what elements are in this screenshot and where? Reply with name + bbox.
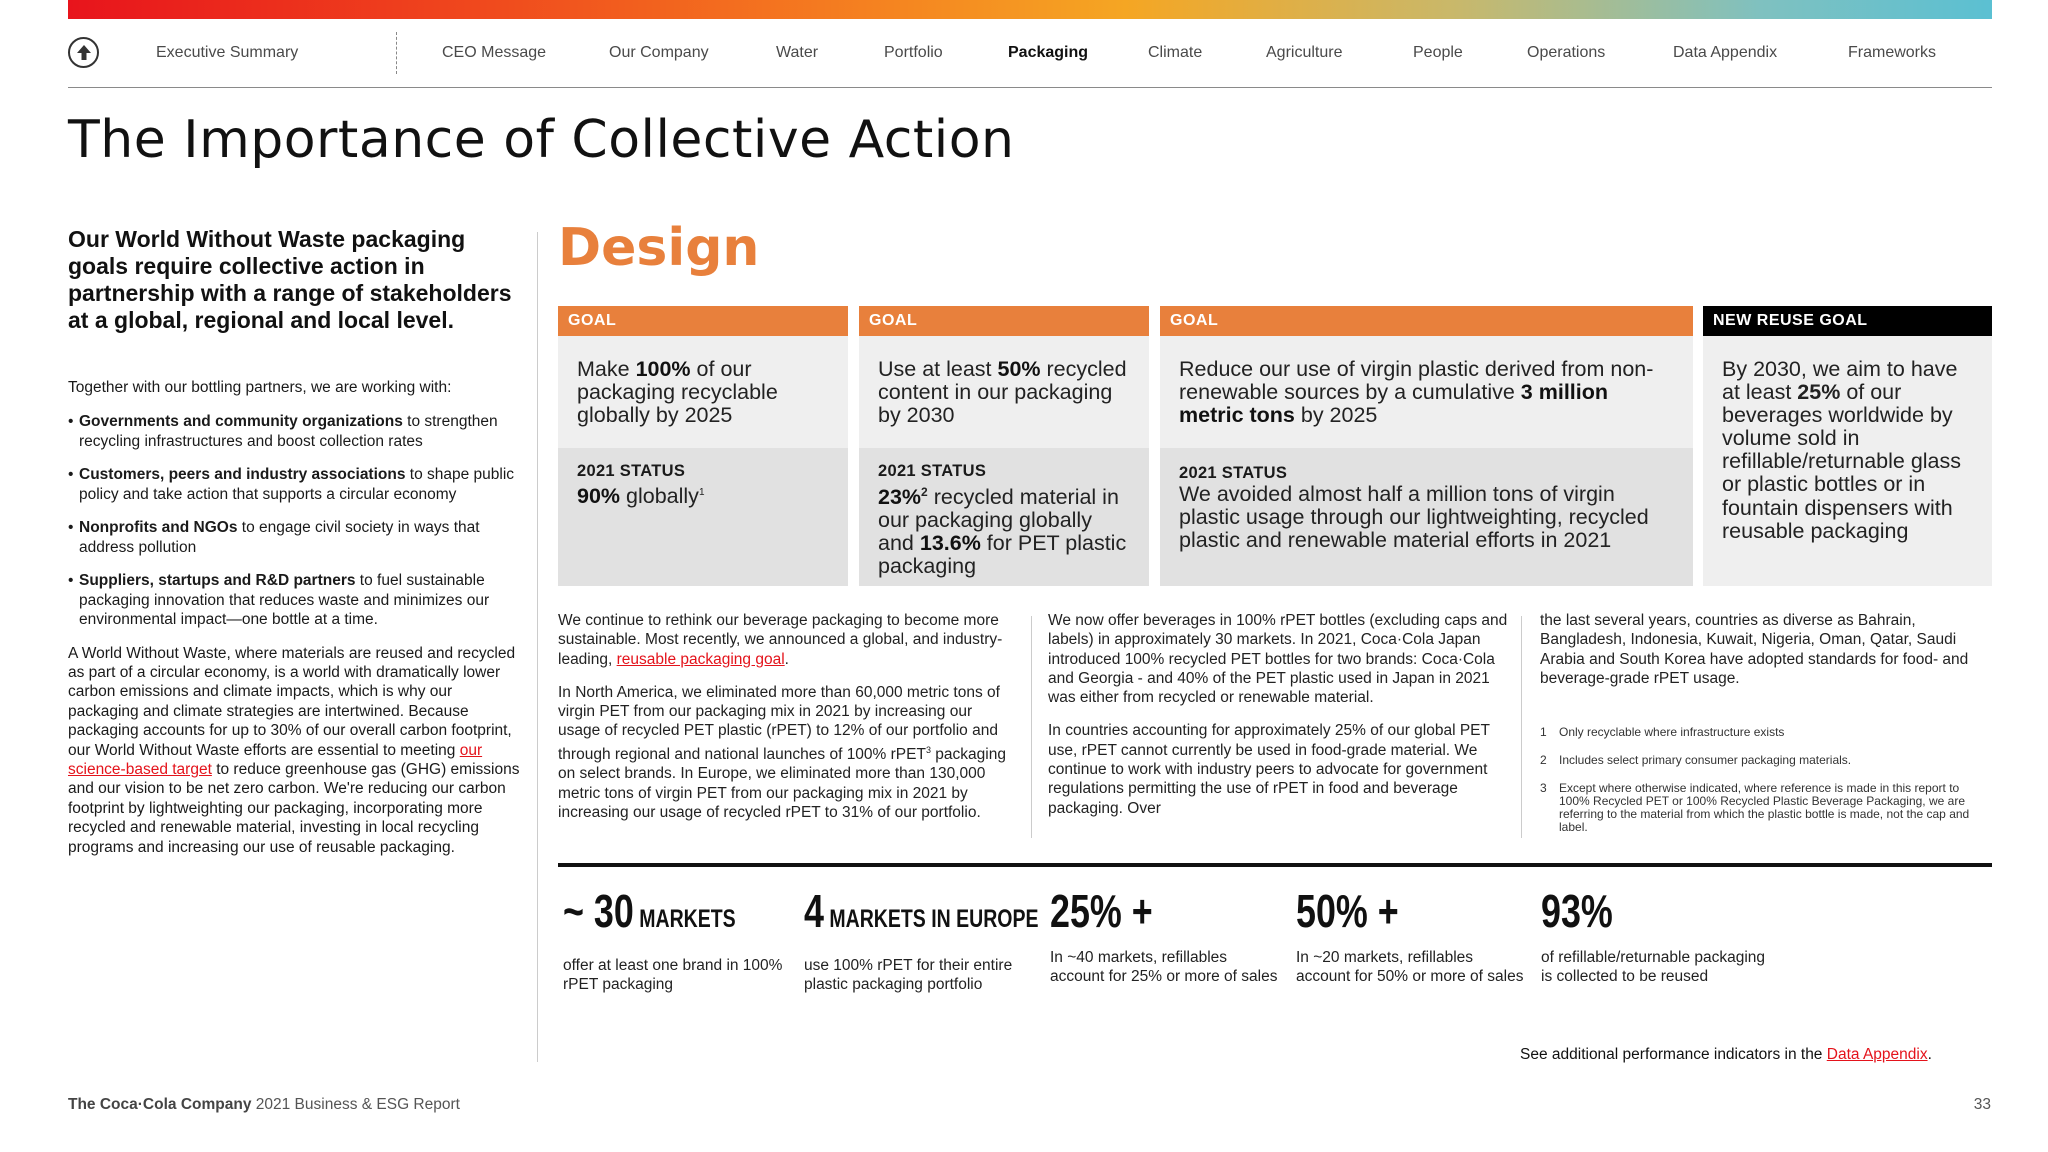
paragraph-text: packaging on select brands. In Europe, we eliminated more than 130,000 metric tons of virgin PET from our packaging mix in 2021 by increasing our usage of recycled rPET to 31% of our portfolio. — [558, 745, 1006, 821]
stat-markets-europe — [804, 885, 1039, 995]
nav-operations[interactable]: Operations — [1527, 44, 1606, 61]
paragraph-text: In North America, we eliminated more than 60,000 metric tons of virgin PET from our packaging mix in 2021 by increasing our usage of recycled PET plastic (rPET) to 12% of our portfolio and through regional and national launches of 100% rPET — [558, 683, 1000, 763]
body-paragraph: In countries accounting for approximately 25% of our global PET use, rPET cannot currently be used in food-grade material. We continue to work with industry peers to advocate for government regulations permitting the use of rPET in food and beverage packaging. Over — [1048, 722, 1490, 817]
goal-text-part: of our packaging recyclable globally by 2025 — [577, 357, 778, 427]
see-more-note — [1520, 1046, 1932, 1064]
stat-unit: MARKETS — [633, 905, 736, 933]
goal-label: NEW REUSE GOAL — [1703, 306, 1992, 336]
footnotes — [1540, 726, 1970, 849]
stakeholder-list — [68, 412, 524, 630]
footnote-text: Includes select primary consumer packaging materials. — [1559, 753, 1852, 767]
stat-refillables-25 — [1050, 885, 1280, 987]
nav-divider — [396, 32, 397, 74]
body-paragraph — [558, 611, 1018, 669]
body-column-2 — [1048, 611, 1510, 832]
list-item-text: to shape public policy and take action that supports a circular economy — [79, 466, 515, 503]
list-item-bold: Nonprofits and NGOs — [79, 519, 238, 536]
goal-status — [1160, 448, 1693, 552]
list-item-bold: Governments and community organizations — [79, 413, 403, 430]
stat-value — [563, 885, 742, 942]
status-label: 2021 STATUS — [577, 462, 686, 480]
science-based-target-link[interactable]: our science-based target — [68, 741, 483, 778]
goal-text — [1703, 336, 1992, 586]
footnote-number: 2 — [1540, 753, 1547, 767]
list-item — [68, 571, 524, 630]
nav-packaging[interactable]: Packaging — [1008, 44, 1089, 61]
status-value — [878, 481, 1130, 578]
goal-text-part: Make — [577, 357, 636, 381]
stat-description: of refillable/returnable packaging is collected to be reused — [1541, 949, 1766, 986]
page-title: The Importance of Collective Action — [68, 110, 1015, 170]
status-value-text: globally — [620, 484, 699, 509]
goal-text — [1160, 336, 1693, 448]
top-navigation — [68, 28, 1992, 88]
stat-value — [804, 885, 1039, 942]
stat-markets-rpet — [563, 885, 793, 995]
home-button[interactable] — [68, 37, 99, 68]
list-item-text: to engage civil society in ways that address pollution — [79, 519, 480, 556]
goal-card-reuse — [1703, 306, 1992, 586]
note-text: See additional performance indicators in the — [1520, 1046, 1827, 1063]
goal-label: GOAL — [1160, 306, 1693, 336]
body-column-1 — [558, 611, 1018, 836]
section-title-design: Design — [558, 218, 760, 278]
paragraph-text: . — [784, 650, 789, 668]
list-item-text: to fuel sustainable packaging innovation that reduces waste and minimizes our environmental impact—one bottle at a time. — [79, 572, 490, 628]
stat-description: In ~40 markets, refillables account for 25% or more of sales — [1050, 949, 1278, 986]
goal-text — [558, 336, 848, 448]
column-divider — [1031, 616, 1032, 838]
goal-card-virgin-plastic — [1160, 306, 1693, 586]
list-item — [68, 518, 524, 557]
status-label: 2021 STATUS — [878, 462, 987, 480]
paragraph-text: We continue to rethink our beverage packaging to become more sustainable. Most recently, we announced a global, and industry-leading, — [558, 612, 1003, 668]
goal-text-bold: 3 million metric tons — [1179, 380, 1609, 427]
stat-description: In ~20 markets, refillables account for 50% or more of sales — [1296, 949, 1524, 986]
goal-text-part: by 2025 — [1294, 403, 1378, 427]
stat-value: 93% — [1541, 885, 1613, 937]
goal-text-part: Use at least — [878, 357, 998, 381]
body-paragraph: the last several years, countries as diverse as Bahrain, Bangladesh, Indonesia, Kuwait, Nigeria, Oman, Qatar, Saudi Arabia and South Korea have adopted standards for food- and beverage-grade rPET usage. — [1540, 612, 1969, 687]
status-value-text: for PET plastic packaging — [878, 531, 1127, 579]
nav-data-appendix[interactable]: Data Appendix — [1673, 44, 1778, 61]
footnote-number: 1 — [1540, 725, 1547, 739]
list-item-text: to strengthen recycling infrastructures and boost collection rates — [79, 413, 498, 450]
gradient-header-bar — [68, 0, 1992, 19]
footer-company: The Coca·Cola Company — [68, 1096, 252, 1113]
body-column-3 — [1540, 611, 1992, 702]
goal-text-part: By 2030, we aim to have at least — [1722, 357, 1958, 405]
body-paragraph — [558, 683, 1018, 822]
nav-executive-summary[interactable]: Executive Summary — [156, 44, 299, 61]
nav-frameworks[interactable]: Frameworks — [1848, 44, 1937, 61]
nav-ceo-message[interactable]: CEO Message — [442, 44, 547, 61]
paragraph-text: to reduce greenhouse gas (GHG) emissions and our vision to be net zero carbon. We're reducing our carbon footprint by lightweighting our packaging, incorporating more recycled and renewable material, investing in local recycling programs and increasing our use of reusable packaging. — [68, 760, 520, 856]
goal-text-bold: 25% — [1797, 380, 1841, 405]
stats-divider — [558, 863, 1992, 867]
footnote — [1540, 726, 1970, 739]
column-divider — [1521, 616, 1522, 838]
stat-description: use 100% rPET for their entire plastic packaging portfolio — [804, 957, 1013, 994]
nav-agriculture[interactable]: Agriculture — [1266, 44, 1343, 61]
intro-heading: Our World Without Waste packaging goals require collective action in partnership with a range of stakeholders at a global, regional and local level. — [68, 226, 512, 333]
body-paragraph: We now offer beverages in 100% rPET bottles (excluding caps and labels) in approximately 30 markets. In 2021, Coca·Cola Japan introduced 100% recycled PET bottles for two brands: Coca·Cola and Georgia - and 40% of the PET plastic used in Japan in 2021 was either from recycled or renewable material. — [1048, 612, 1508, 707]
nav-our-company[interactable]: Our Company — [609, 44, 709, 61]
nav-climate[interactable]: Climate — [1148, 44, 1203, 61]
nav-portfolio[interactable]: Portfolio — [884, 44, 943, 61]
goal-text-part: of our beverages worldwide by volume sold in refillable/returnable glass or plastic bottles or in fountain dispensers with reusable packaging — [1722, 380, 1962, 543]
status-value-bold: 90% — [577, 484, 621, 509]
goal-text-part: recycled content in our packaging by 2030 — [878, 357, 1127, 427]
status-value-bold: 13.6% — [919, 531, 981, 556]
footnote-text: Only recyclable where infrastructure exists — [1559, 725, 1785, 739]
goal-status — [558, 448, 848, 508]
note-text: . — [1927, 1046, 1932, 1063]
status-label: 2021 STATUS — [1179, 464, 1288, 482]
status-value: We avoided almost half a million tons of virgin plastic usage through our lightweighting, recycled plastic and renewable material efforts in 2021 — [1179, 482, 1649, 552]
world-without-waste-paragraph — [68, 644, 524, 857]
goal-text-bold: 100% — [635, 357, 691, 381]
footnote-number: 3 — [1540, 781, 1547, 795]
footnote-ref: 1 — [698, 487, 705, 498]
footnote-text: Except where otherwise indicated, where reference is made in this report to 100% Recycled PET or 100% Recycled Plastic Beverage Packaging, we are referring to the material from which the plastic bottle is made, not the cap and label. — [1559, 781, 1970, 834]
status-value-bold: 23% — [878, 485, 922, 510]
page-number: 33 — [1973, 1096, 1991, 1113]
list-item-bold: Suppliers, startups and R&D partners — [79, 572, 356, 589]
footnote-ref: 3 — [925, 744, 931, 755]
stat-unit: MARKETS IN EUROPE — [823, 905, 1039, 933]
goal-status — [859, 448, 1149, 578]
stat-value: 50% + — [1296, 885, 1399, 937]
nav-people[interactable]: People — [1413, 44, 1463, 61]
stat-refillables-50 — [1296, 885, 1526, 987]
stat-number: ~ 30 — [563, 885, 634, 937]
goal-text-bold: 50% — [997, 357, 1041, 381]
stat-description: offer at least one brand in 100% rPET packaging — [563, 957, 783, 994]
left-column — [68, 226, 524, 857]
intro-subtext: Together with our bottling partners, we are working with: — [68, 379, 452, 396]
goal-text — [859, 336, 1149, 448]
goal-text-part: Reduce our use of virgin plastic derived from non-renewable sources by a cumulative — [1179, 357, 1654, 404]
reusable-packaging-goal-link[interactable]: reusable packaging goal — [616, 650, 785, 668]
status-value — [577, 481, 829, 508]
stat-collected — [1541, 885, 1771, 987]
footnote-ref: 2 — [921, 485, 928, 499]
footer-report-title — [68, 1096, 460, 1114]
stat-number: 4 — [804, 885, 824, 937]
list-item — [68, 412, 524, 451]
status-value-text: recycled material in our packaging globally and — [878, 485, 1119, 556]
footnote — [1540, 754, 1970, 767]
list-item — [68, 465, 524, 504]
column-divider — [537, 232, 538, 1062]
footer-report: 2021 Business & ESG Report — [251, 1096, 460, 1113]
goal-label: GOAL — [558, 306, 848, 336]
nav-water[interactable]: Water — [776, 44, 819, 61]
goal-label: GOAL — [859, 306, 1149, 336]
footnote — [1540, 782, 1970, 834]
goal-card-recycled-content — [859, 306, 1149, 586]
data-appendix-link[interactable]: Data Appendix — [1826, 1046, 1928, 1063]
paragraph-text: A World Without Waste, where materials are reused and recycled as part of a circular economy, is a world with dramatically lower carbon emissions and climate impacts, which is why our packaging and climate strategies are intertwined. Because packaging accounts for up to 30% of our overall carbon footprint, our World Without Waste efforts are essential to meeting — [68, 644, 516, 759]
list-item-bold: Customers, peers and industry associations — [79, 466, 406, 483]
stat-value: 25% + — [1050, 885, 1153, 937]
goal-card-recyclable — [558, 306, 848, 586]
